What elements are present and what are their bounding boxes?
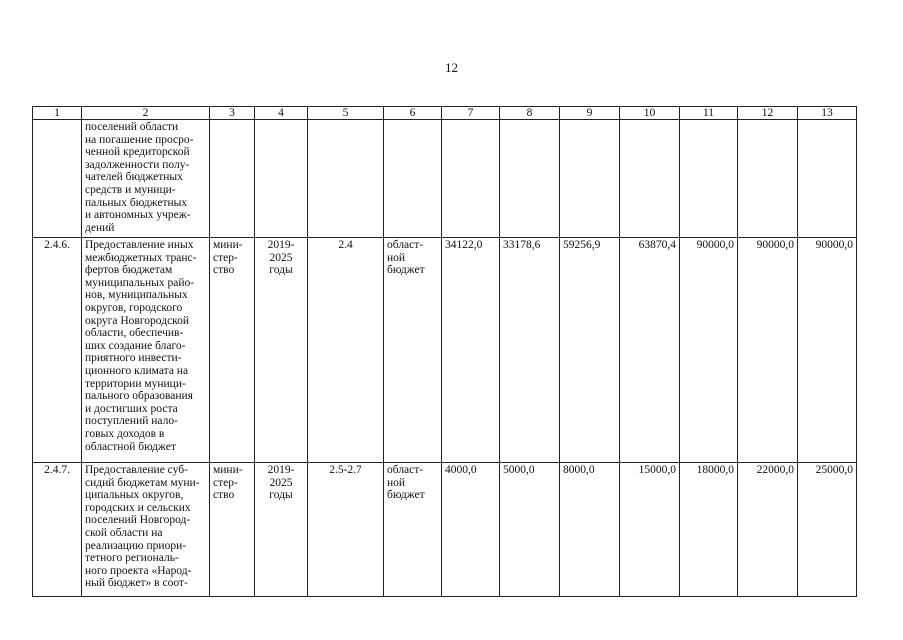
row-source bbox=[384, 120, 442, 238]
header-cell: 2 bbox=[82, 107, 210, 120]
row-name: поселений области на погашение просро- ченной кредиторской задолженности полу- чателей бюджетных средств и муници- пальных бюджетных и автономных учреж- дений bbox=[82, 120, 210, 238]
row-value: 63870,4 bbox=[620, 238, 680, 463]
row-value: 25000,0 bbox=[798, 463, 857, 597]
row-target: 2.5-2.7 bbox=[308, 463, 384, 597]
header-cell: 4 bbox=[255, 107, 308, 120]
header-cell: 12 bbox=[738, 107, 798, 120]
header-cell: 3 bbox=[210, 107, 255, 120]
row-target bbox=[308, 120, 384, 238]
row-value: 18000,0 bbox=[680, 463, 738, 597]
budget-table bbox=[32, 106, 857, 597]
row-value: 59256,9 bbox=[560, 238, 620, 463]
row-value: 34122,0 bbox=[442, 238, 500, 463]
row-value: 15000,0 bbox=[620, 463, 680, 597]
table-row bbox=[33, 463, 857, 597]
row-value bbox=[738, 120, 798, 238]
row-value: 22000,0 bbox=[738, 463, 798, 597]
row-value: 8000,0 bbox=[560, 463, 620, 597]
row-value: 5000,0 bbox=[500, 463, 560, 597]
row-value bbox=[560, 120, 620, 238]
row-target: 2.4 bbox=[308, 238, 384, 463]
table-row bbox=[33, 120, 857, 238]
header-cell: 6 bbox=[384, 107, 442, 120]
header-cell: 7 bbox=[442, 107, 500, 120]
header-cell: 10 bbox=[620, 107, 680, 120]
row-executor bbox=[210, 120, 255, 238]
header-cell: 9 bbox=[560, 107, 620, 120]
row-value bbox=[620, 120, 680, 238]
row-value: 90000,0 bbox=[798, 238, 857, 463]
row-value bbox=[500, 120, 560, 238]
header-cell: 13 bbox=[798, 107, 857, 120]
row-period: 2019- 2025 годы bbox=[255, 238, 308, 463]
header-row bbox=[33, 107, 857, 120]
row-period bbox=[255, 120, 308, 238]
row-source: област- ной бюджет bbox=[384, 238, 442, 463]
row-value bbox=[798, 120, 857, 238]
row-name: Предоставление иных межбюджетных транс- фертов бюджетам муниципальных райо- нов, муниципальных округов, городского округа Новгородской области, обеспечив- ших создание благо- приятного инвести- ционного климата на территории муници- пального образования и достигших роста поступлений нало- говых доходов в областной бюджет bbox=[82, 238, 210, 463]
row-value: 33178,6 bbox=[500, 238, 560, 463]
row-id: 2.4.7. bbox=[33, 463, 82, 597]
row-value: 4000,0 bbox=[442, 463, 500, 597]
row-source: област- ной бюджет bbox=[384, 463, 442, 597]
row-id bbox=[33, 120, 82, 238]
header-cell: 11 bbox=[680, 107, 738, 120]
row-value: 90000,0 bbox=[738, 238, 798, 463]
row-name: Предоставление суб- сидий бюджетам муни- ципальных округов, городских и сельских поселений Новгород- ской области на реализацию приори- тетного региональ- ного проекта «Народ- ный бюджет» в соот- bbox=[82, 463, 210, 597]
header-cell: 5 bbox=[308, 107, 384, 120]
row-executor: мини- стер- ство bbox=[210, 238, 255, 463]
page-number: 12 bbox=[445, 60, 458, 75]
header-cell: 1 bbox=[33, 107, 82, 120]
header-cell: 8 bbox=[500, 107, 560, 120]
row-value bbox=[442, 120, 500, 238]
table-row bbox=[33, 238, 857, 463]
row-value bbox=[680, 120, 738, 238]
row-value: 90000,0 bbox=[680, 238, 738, 463]
row-executor: мини- стер- ство bbox=[210, 463, 255, 597]
row-period: 2019- 2025 годы bbox=[255, 463, 308, 597]
row-id: 2.4.6. bbox=[33, 238, 82, 463]
